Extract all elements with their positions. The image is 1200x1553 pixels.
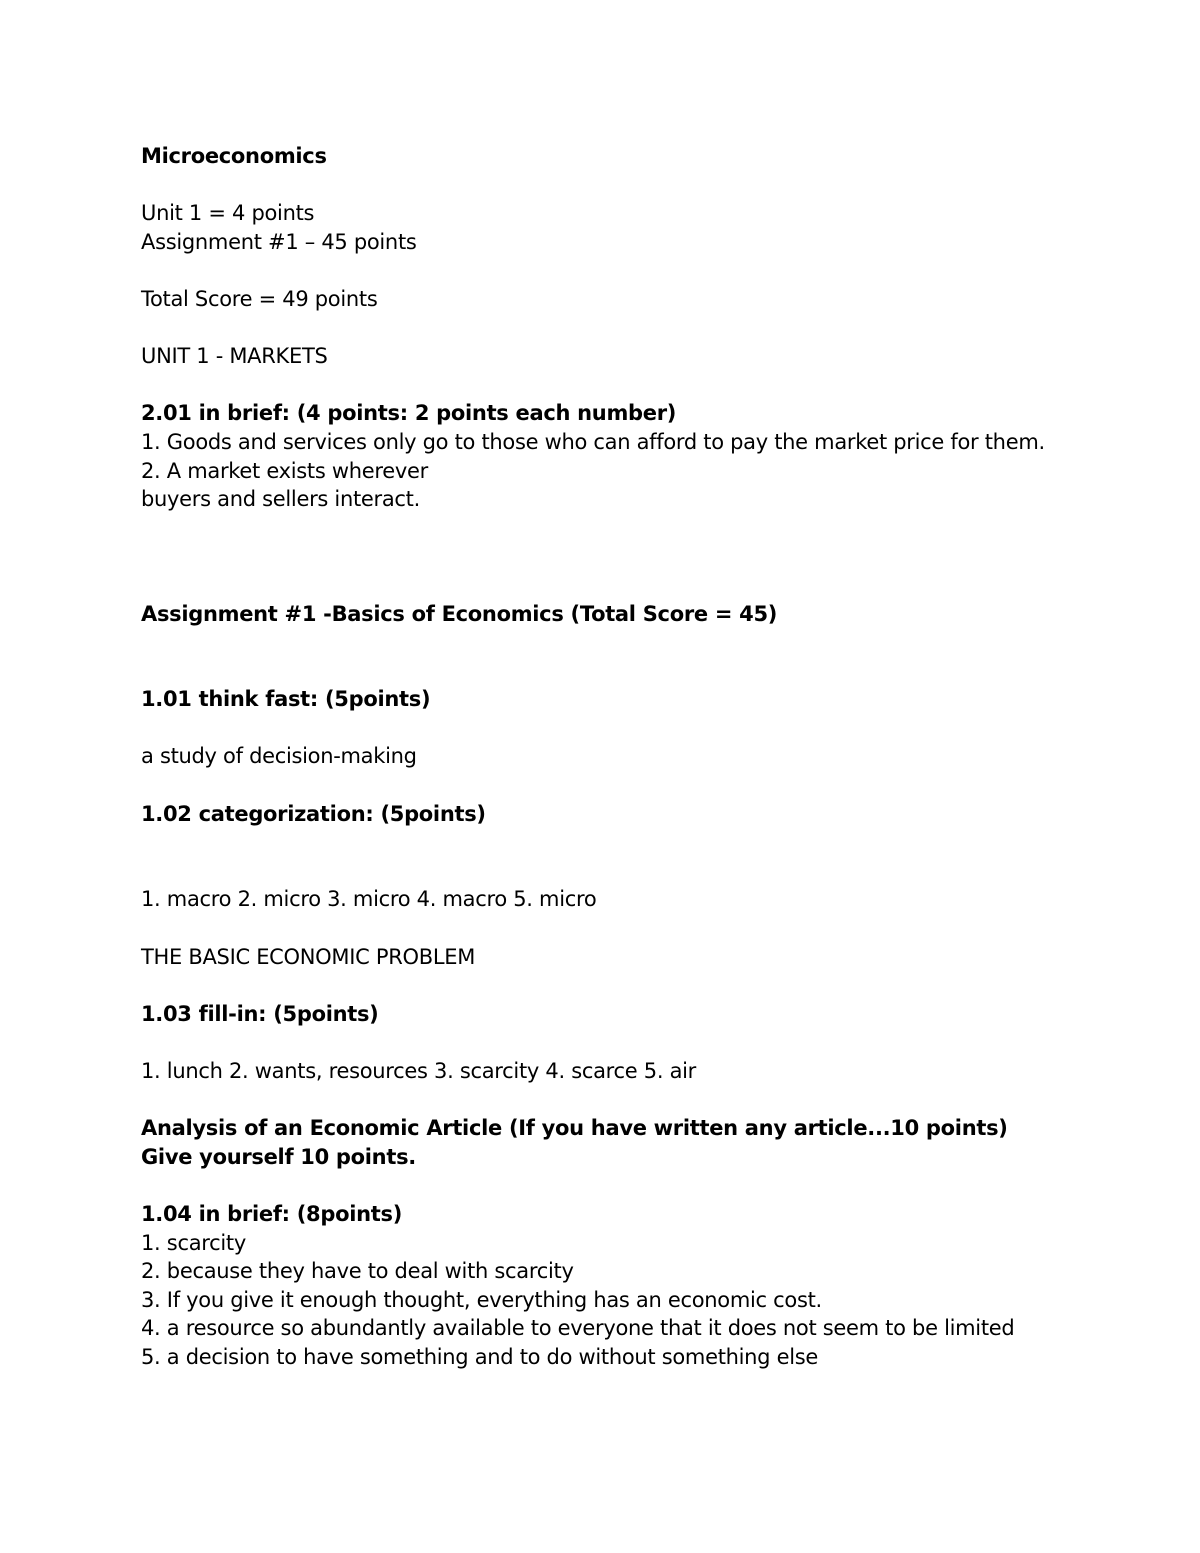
basic-economic-problem-heading: THE BASIC ECONOMIC PROBLEM — [141, 944, 476, 969]
document-title: Microeconomics — [141, 144, 327, 168]
section-101-answer: a study of decision-making — [141, 744, 417, 769]
article-heading: Analysis of an Economic Article (If you have written any article...10 points) — [141, 1116, 1008, 1141]
section-102-answer: 1. macro 2. micro 3. micro 4. macro 5. micro — [141, 887, 597, 912]
section-102-heading: 1.02 categorization: (5points) — [141, 801, 486, 826]
unit1-points: Unit 1 = 4 points — [141, 201, 315, 226]
section-201-item: buyers and sellers interact. — [141, 487, 420, 512]
section-104-heading: 1.04 in brief: (8points) — [141, 1201, 403, 1226]
assignment1-points: Assignment #1 – 45 points — [141, 229, 417, 254]
section-201-item: 1. Goods and services only go to those who can afford to pay the market price for them. — [141, 429, 1045, 454]
section-101-heading: 1.01 think fast: (5points) — [141, 687, 431, 712]
document-page — [141, 142, 1061, 1372]
section-104-item: 5. a decision to have something and to do without something else — [141, 1344, 818, 1369]
section-104-item: 1. scarcity — [141, 1230, 246, 1255]
section-201-heading: 2.01 in brief: (4 points: 2 points each number) — [141, 401, 677, 426]
total-score: Total Score = 49 points — [141, 286, 378, 311]
unit1-heading: UNIT 1 - MARKETS — [141, 344, 328, 369]
section-201-item: 2. A market exists wherever — [141, 458, 428, 483]
section-104-item: 2. because they have to deal with scarcity — [141, 1259, 574, 1284]
article-points-note: Give yourself 10 points. — [141, 1144, 416, 1169]
assignment1-heading: Assignment #1 -Basics of Economics (Total Score = 45) — [141, 601, 778, 626]
section-104-item: 3. If you give it enough thought, everything has an economic cost. — [141, 1287, 822, 1312]
section-104-item: 4. a resource so abundantly available to everyone that it does not seem to be limited — [141, 1316, 1015, 1341]
section-103-answer: 1. lunch 2. wants, resources 3. scarcity 4. scarce 5. air — [141, 1059, 697, 1084]
section-103-heading: 1.03 fill-in: (5points) — [141, 1001, 379, 1026]
